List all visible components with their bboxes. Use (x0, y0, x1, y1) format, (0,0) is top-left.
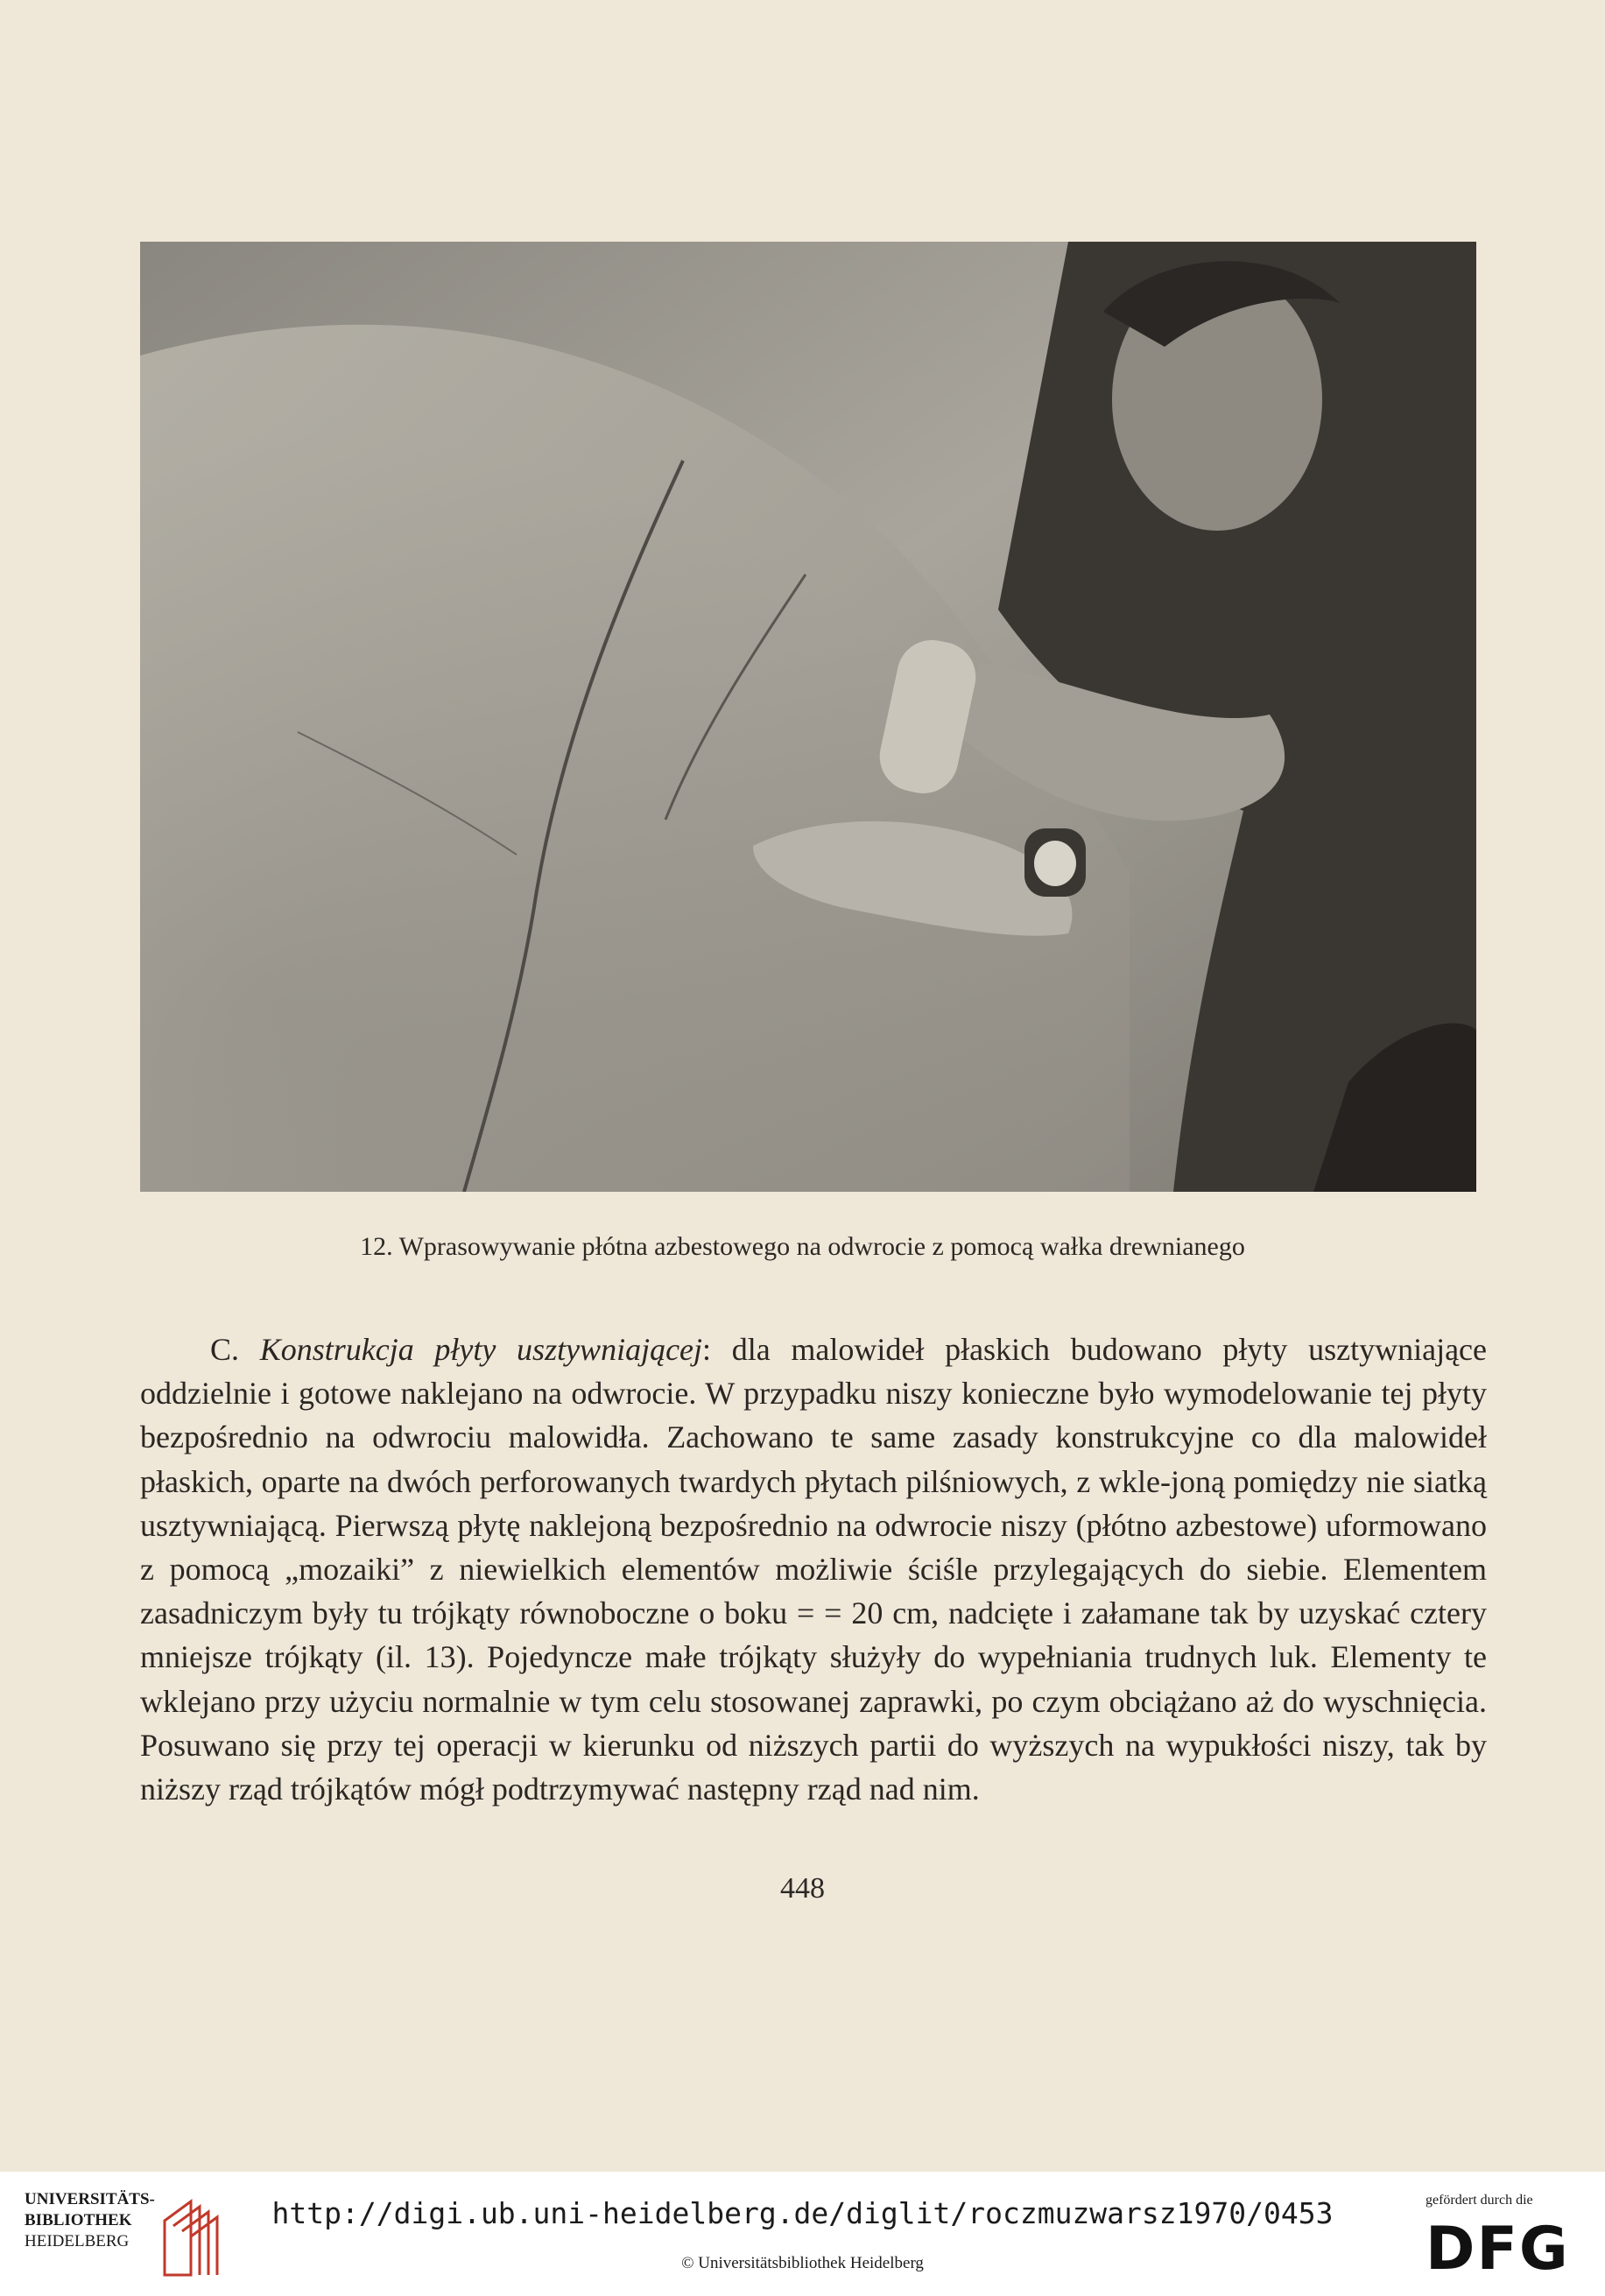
library-name-line3: HEIDELBERG (25, 2232, 130, 2250)
paragraph-text: : dla malowideł płaskich budowano płyty usztywniające oddzielnie i gotowe naklejano na odwrocie. W przypadku niszy konieczne było wymodelowanie tej płyty bezpośrednio na odwrociu malowidła. Zachowano te same zasady konstrukcyjne co dla malowideł płaskich, oparte na dwóch perforowanych twardych płytach pilśniowych, z wkle-joną pomiędzy nie siatką usztywniającą. Pierwszą płytę naklejoną bezpośrednio na odwrocie niszy (płótno azbestowe) uformowano z pomocą „mozaiki” z niewielkich elementów możliwie ściśle przylegających do siebie. Elementem zasadniczym były tu trójkąty równoboczne o boku = = 20 cm, nadcięte i załamane tak by uzyskać cztery mniejsze trójkąty (il. 13). Pojedyncze małe trójkąty służyły do wypełniania trudnych luk. Elementy te wklejano przy użyciu normalnie w tym celu stosowanej zaprawki, po czym obciążano aż do wyschnięcia. Posuwano się przy tej operacji w kierunku od niższych partii do wyższych na wypukłości niszy, tak by niższy rząd trójkątów mógł podtrzymywać następny rząd nad nim. (140, 1332, 1488, 1807)
section-heading: Konstrukcja płyty usztywniającej (259, 1332, 703, 1367)
photo-illustration (140, 242, 1476, 1192)
copyright-notice: © Universitätsbibliothek Heidelberg (681, 2254, 924, 2272)
source-url-link[interactable]: http://digi.ub.uni-heidelberg.de/diglit/roczmuzwarsz1970/0453 (271, 2196, 1334, 2230)
section-letter: C. (210, 1332, 260, 1367)
funding-label: gefördert durch die (1425, 2193, 1533, 2208)
library-name-line1: UNIVERSITÄTS- (25, 2190, 155, 2208)
photograph (140, 242, 1476, 1192)
page-number: 448 (780, 1872, 825, 1905)
figure-caption: 12. Wprasowywanie płótna azbestowego na odwrocie z pomocą wałka drewnianego (360, 1232, 1245, 1261)
dfg-logo: DFG (1425, 2215, 1570, 2284)
body-paragraph (140, 1328, 1487, 1811)
library-name-line2: BIBLIOTHEK (25, 2211, 132, 2229)
digitization-footer (0, 2172, 1605, 2296)
